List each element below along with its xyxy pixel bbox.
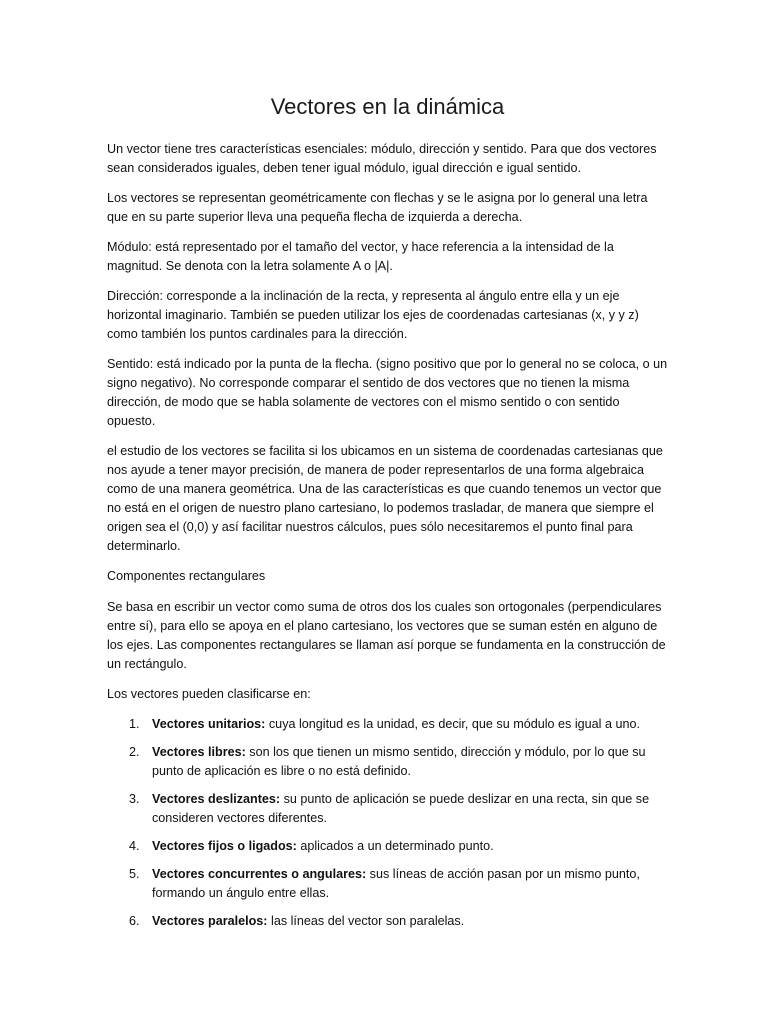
list-item-description: son los que tienen un mismo sentido, dirección y módulo, por lo que su punto de aplicación es libre o no está definido.: [152, 745, 646, 778]
paragraph-components: Se basa en escribir un vector como suma de otros dos los cuales son ortogonales (perpendiculares entre sí), para ello se apoya en el plano cartesiano, los vectores que se suman estén en alguno de los ejes. Las componentes rectangulares se llaman así porque se fundamenta en la construcción de un rectángulo.: [107, 600, 666, 671]
paragraph-modulo: Módulo: está representado por el tamaño del vector, y hace referencia a la intensidad de la magnitud. Se denota con la letra solamente A o |A|.: [107, 240, 614, 273]
vector-types-list: [107, 715, 668, 931]
list-item-description: aplicados a un determinado punto.: [296, 839, 494, 853]
list-item-term: Vectores unitarios:: [152, 717, 266, 731]
paragraph-direccion: Dirección: corresponde a la inclinación de la recta, y representa al ángulo entre ella y un eje horizontal imaginario. También se pueden utilizar los ejes de coordenadas cartesianas (x, y y z) como también los puntos cardinales para la dirección.: [107, 289, 639, 341]
list-item-term: Vectores paralelos:: [152, 914, 268, 928]
paragraph-intro: Un vector tiene tres características esenciales: módulo, dirección y sentido. Para que dos vectores sean considerados iguales, deben tener igual módulo, igual dirección e igual sentido.: [107, 142, 657, 175]
paragraph-representation: Los vectores se representan geométricamente con flechas y se le asigna por lo general una letra que en su parte superior lleva una pequeña flecha de izquierda a derecha.: [107, 191, 648, 224]
list-item-term: Vectores fijos o ligados:: [152, 839, 297, 853]
list-item-description: las líneas del vector son paralelas.: [267, 914, 465, 928]
list-item-term: Vectores deslizantes:: [152, 792, 281, 806]
paragraph-classification-intro: Los vectores pueden clasificarse en:: [107, 687, 311, 701]
list-item-term: Vectores libres:: [152, 745, 246, 759]
list-item-term: Vectores concurrentes o angulares:: [152, 867, 367, 881]
document-title: Vectores en la dinámica: [270, 94, 505, 119]
section-heading: Componentes rectangulares: [107, 569, 266, 583]
list-item: [152, 715, 668, 734]
list-item: [152, 743, 668, 781]
list-item: [152, 790, 668, 828]
list-item: [152, 912, 668, 931]
list-item: [152, 865, 668, 903]
list-item: [152, 837, 668, 856]
paragraph-sentido: Sentido: está indicado por la punta de la flecha. (signo positivo que por lo general no se coloca, o un signo negativo). No corresponde comparar el sentido de dos vectores que no tienen la misma dirección, de modo que se habla solamente de vectores con el mismo sentido o con sentido opuesto.: [107, 357, 668, 428]
list-item-description: cuya longitud es la unidad, es decir, que su módulo es igual a uno.: [265, 717, 640, 731]
list-item-description: su punto de aplicación se puede deslizar en una recta, sin que se consideren vectores diferentes.: [152, 792, 650, 825]
paragraph-coordinates: el estudio de los vectores se facilita si los ubicamos en un sistema de coordenadas cartesianas que nos ayude a tener mayor precisión, de manera de poder representarlos de una forma algebraica como de una manera geométrica. Una de las características es que cuando tenemos un vector que no está en el origen de nuestro plano cartesiano, lo podemos trasladar, de manera que siempre el origen sea el (0,0) y así facilitar nuestros cálculos, pues sólo necesitaremos el punto final para determinarlo.: [107, 444, 663, 553]
list-item-description: sus líneas de acción pasan por un mismo punto, formando un ángulo entre ellas.: [152, 867, 640, 900]
